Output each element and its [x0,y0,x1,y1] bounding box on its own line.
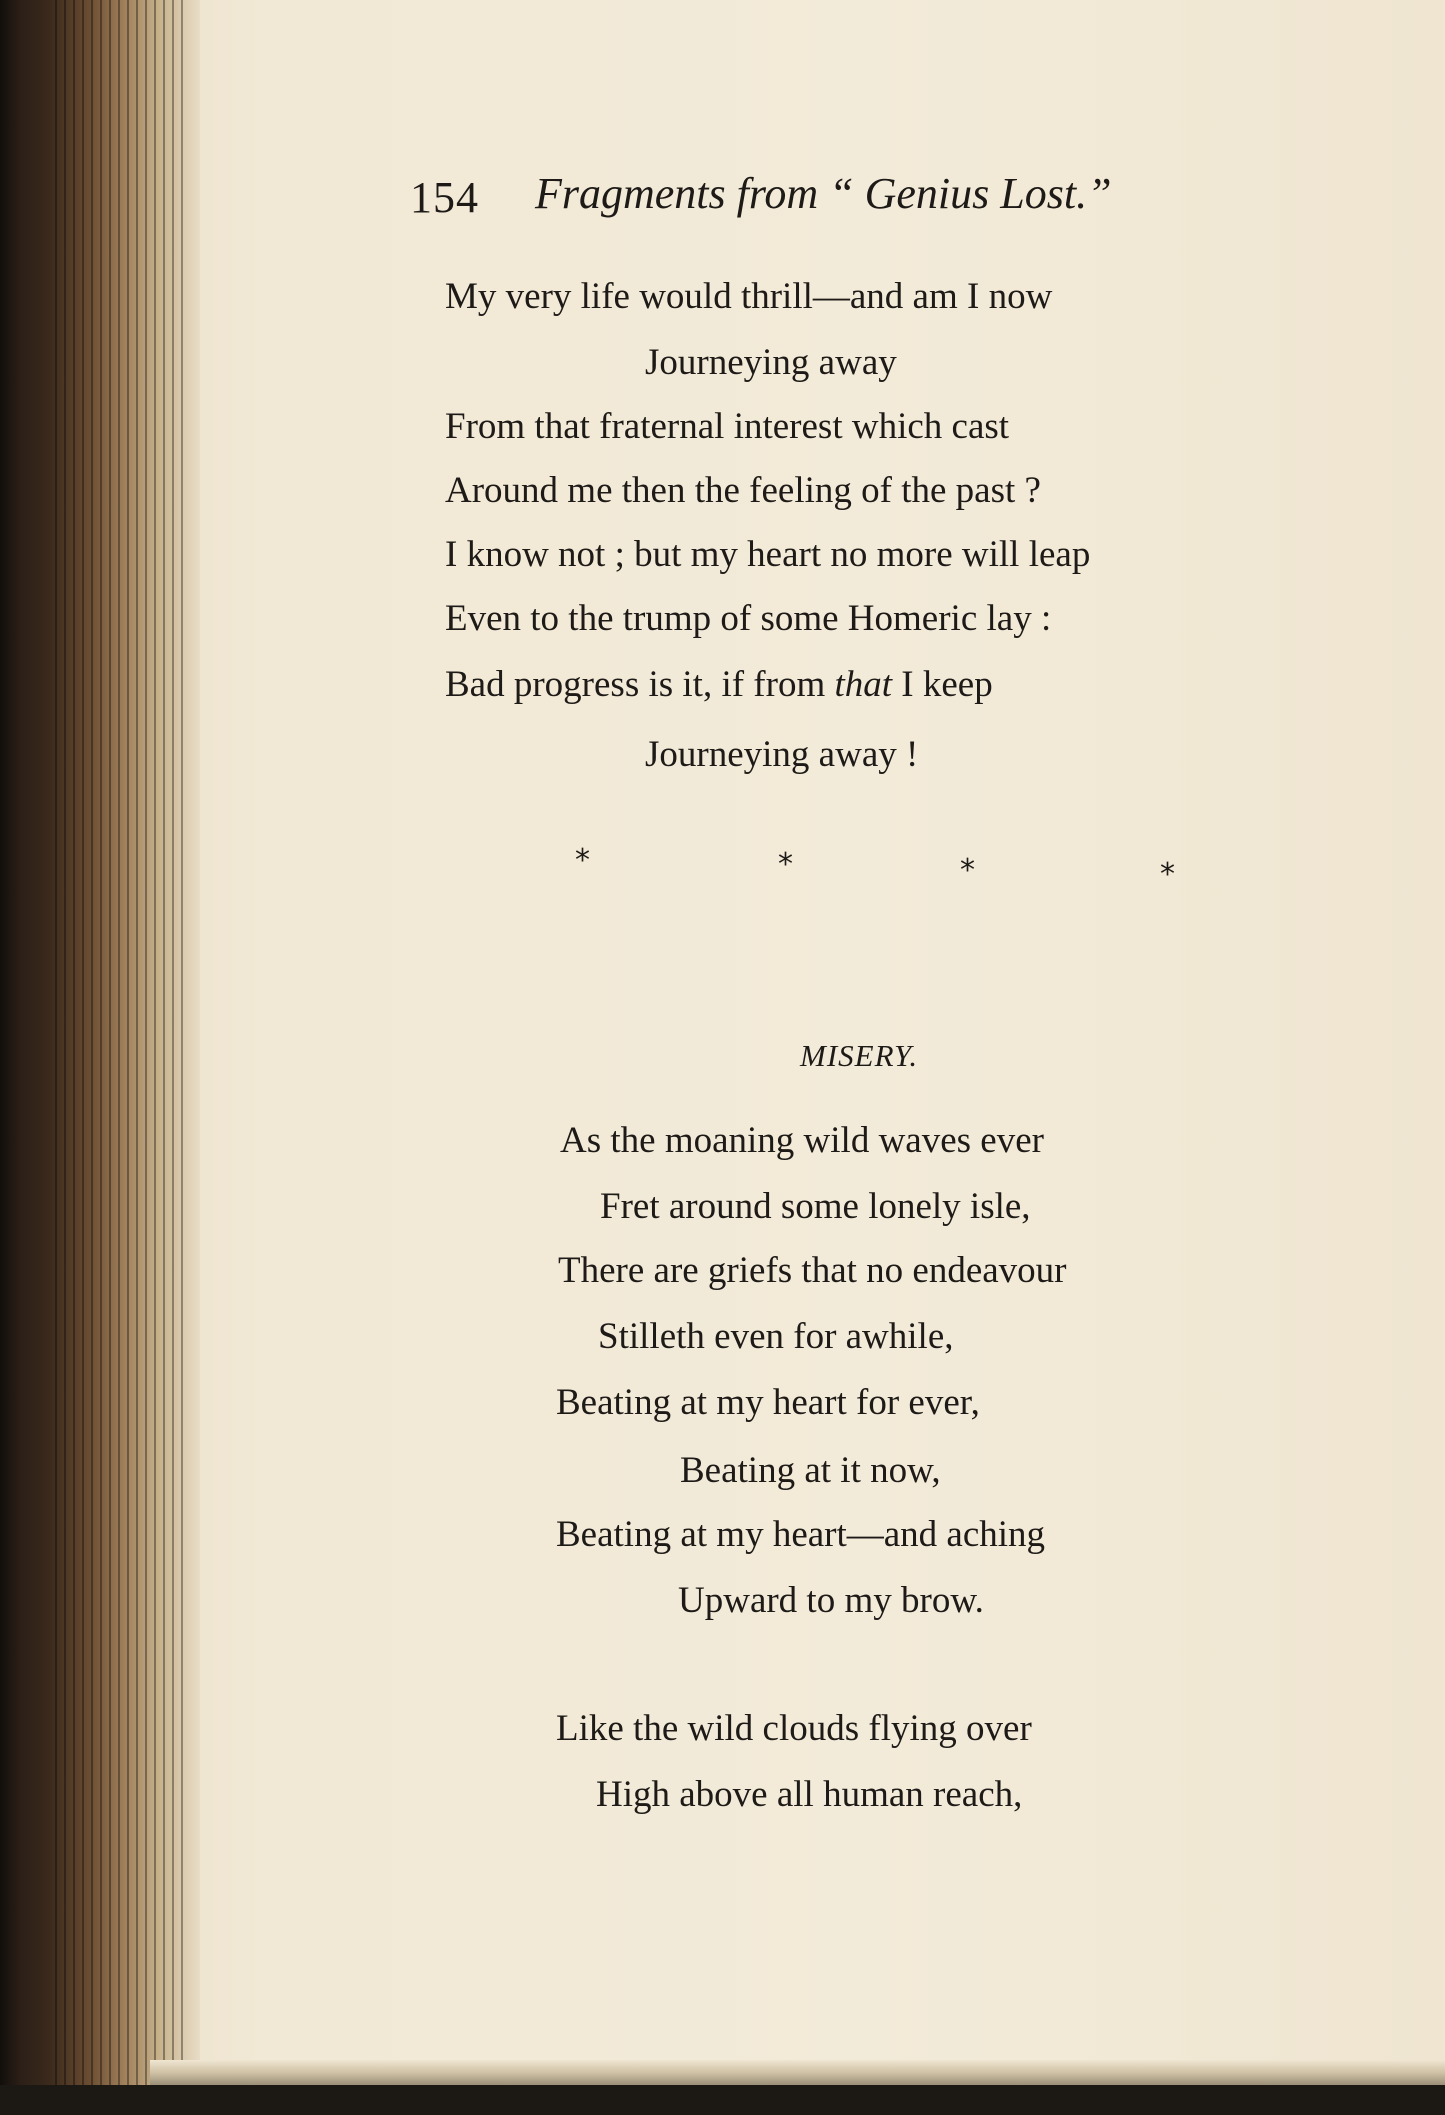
poem-line: Around me then the feeling of the past ? [445,470,1041,511]
poem-line: I know not ; but my heart no more will leap [445,534,1091,575]
poem-line: From that fraternal interest which cast [445,406,1010,447]
poem-line: Beating at my heart—and aching [556,1514,1046,1555]
poem-line: My very life would thrill—and am I now [445,276,1053,317]
separator-star: * [778,847,793,882]
poem-line-text: I keep [892,664,993,705]
page-bottom-edge [150,2060,1445,2085]
poem-line [445,666,993,703]
poem-line: Like the wild clouds flying over [556,1708,1032,1749]
poem-line: Journeying away ! [645,734,919,775]
running-title: Fragments from “ Genius Lost.” [535,169,1112,218]
scan-background [0,2085,1445,2115]
separator-star: * [575,843,590,878]
poem-line-text: Bad progress is it, if from [445,664,835,705]
running-header [410,168,1310,238]
poem-line: Beating at my heart for ever, [556,1382,980,1423]
poem-line: Stilleth even for awhile, [598,1316,954,1357]
poem-line: There are griefs that no endeavour [558,1250,1067,1291]
separator-star: * [1160,857,1175,892]
poem-line: Beating at it now, [680,1450,941,1491]
poem-line: Journeying away [645,342,897,383]
book-spine [0,0,200,2085]
poem-line: Fret around some lonely isle, [600,1186,1031,1227]
page-number: 154 [410,173,479,222]
poem-line: Upward to my brow. [678,1580,984,1621]
page-edges [55,0,185,2085]
poem-title: MISERY. [800,1038,919,1073]
emphasis-word: that [834,664,893,705]
poem-line: Even to the trump of some Homeric lay : [445,598,1052,639]
poem-line: As the moaning wild waves ever [560,1120,1044,1161]
poem-line: High above all human reach, [596,1774,1023,1815]
separator-star: * [960,853,975,888]
